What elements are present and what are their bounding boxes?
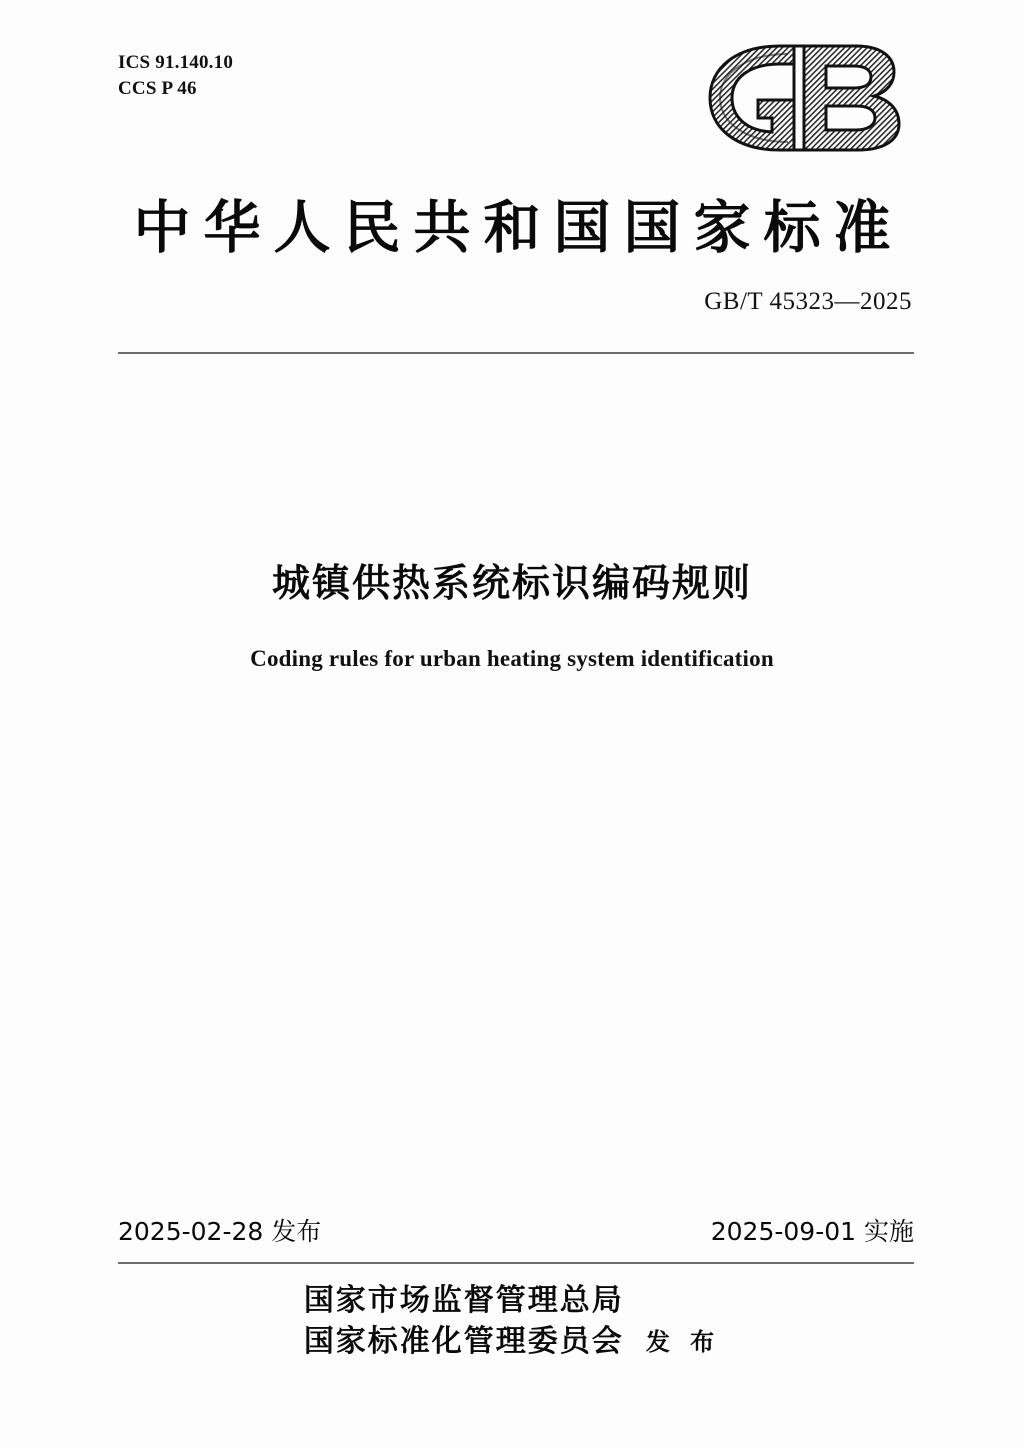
issuer-block [0, 1280, 1024, 1363]
standard-number: GB/T 45323—2025 [704, 288, 912, 315]
classification-codes [118, 50, 233, 101]
document-title-english: Coding rules for urban heating system identification [250, 646, 774, 671]
document-title-chinese: 城镇供热系统标识编码规则 [271, 561, 752, 605]
page-title: 中华人民共和国国家标准 [133, 195, 904, 261]
issuer-names [304, 1280, 624, 1363]
issuer-action-label: 发 布 [645, 1327, 721, 1356]
ics-code: ICS 91.140.10 [118, 52, 234, 73]
cover-header [118, 42, 914, 162]
gb-logo-icon [702, 42, 914, 154]
issuer-line-1: 国家市场监督管理总局 [303, 1283, 624, 1318]
release-date: 2025-02-28 发布 [118, 1217, 322, 1246]
date-row [118, 1212, 914, 1248]
issuer-line-2: 国家标准化管理委员会 [303, 1324, 624, 1360]
header-divider [118, 352, 914, 354]
ccs-code: CCS P 46 [118, 77, 197, 99]
effective-date: 2025-09-01 实施 [710, 1217, 914, 1246]
footer-divider [118, 1262, 914, 1264]
